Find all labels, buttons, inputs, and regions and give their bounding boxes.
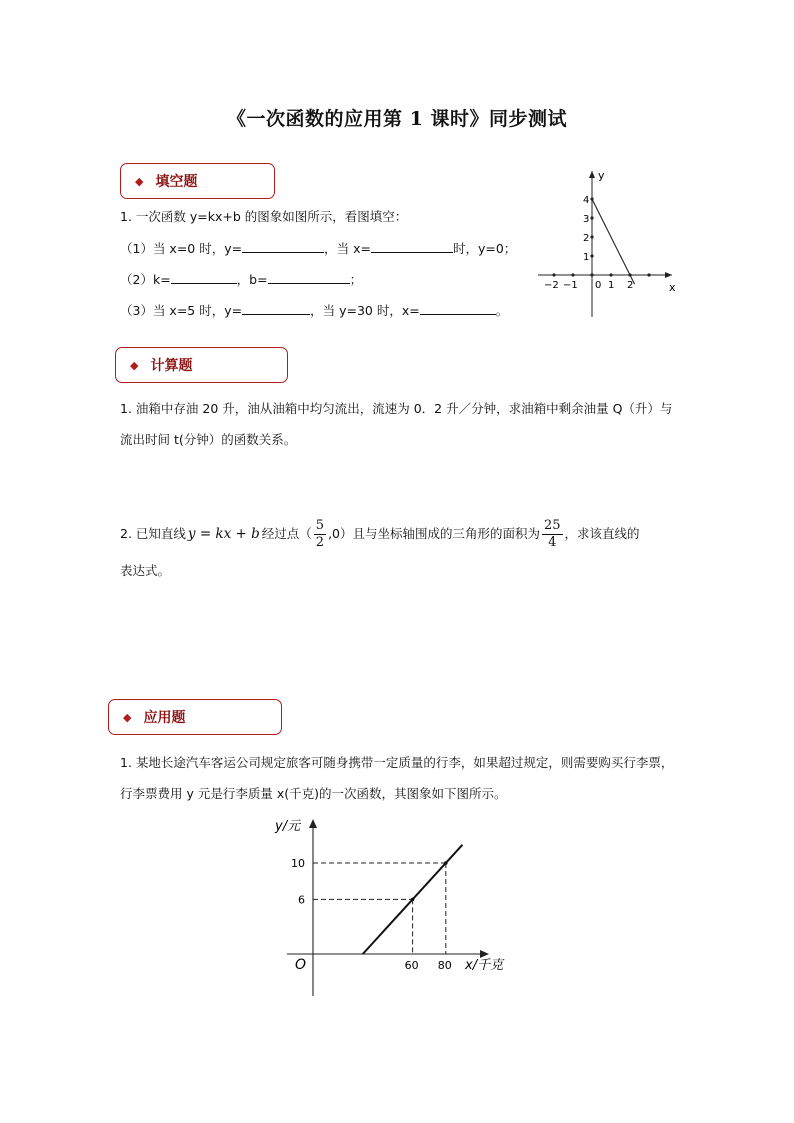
x-tick-dot — [590, 273, 593, 276]
fill-line2-part-b: ，b= — [236, 272, 268, 287]
fill-line3-part-c: 。 — [495, 303, 509, 318]
fill-line3-part-a: （3）当 x=5 时，y= — [120, 303, 243, 318]
diamond-icon: ◆ — [123, 710, 132, 724]
x-tick-label: 80 — [437, 959, 452, 972]
point-fraction-den: 2 — [315, 534, 325, 550]
calc-q2-pre: 2. 已知直线 — [120, 526, 186, 541]
answer-blank[interactable] — [242, 239, 324, 253]
fill-line1-part-b: ，当 x= — [324, 241, 371, 256]
section-fill-label: 填空题 — [155, 174, 198, 190]
fill-q1-line3 — [120, 301, 508, 320]
calc-q2-expr: y = kx + b — [187, 526, 260, 542]
data-point — [444, 861, 448, 865]
fill-line3-part-b: ，当 y=30 时，x= — [310, 303, 420, 318]
calc-q2-pt-rest: ,0）且与坐标轴围成的三角形的面积为 — [328, 526, 540, 541]
y-axis-arrow-icon — [309, 819, 317, 828]
point-fraction — [314, 518, 326, 551]
y-tick-label: 6 — [298, 893, 305, 907]
linear-function-graph — [530, 165, 680, 325]
x-tick-dot — [609, 273, 612, 276]
y-axis-arrow-icon — [589, 171, 595, 178]
answer-blank[interactable] — [171, 270, 237, 284]
function-line — [592, 199, 635, 284]
x-tick-label: 0 — [595, 280, 602, 291]
answer-blank[interactable] — [420, 301, 496, 315]
fill-line2-part-a: （2）k= — [120, 272, 171, 287]
section-calc-header — [115, 347, 288, 383]
calc-q2-line2: 表达式。 — [120, 563, 171, 578]
calc-q2-post: ，求该直线的 — [564, 526, 640, 541]
y-tick-label: 10 — [291, 857, 305, 870]
x-tick-label: 60 — [404, 959, 419, 972]
x-tick-label: −2 — [544, 280, 559, 291]
fill-line1-part-a: （1）当 x=0 时，y= — [120, 241, 243, 256]
origin-label: O — [295, 957, 307, 973]
calc-q2-mid: 经过点（ — [261, 526, 312, 541]
y-tick-dot — [590, 235, 593, 238]
section-fill-header — [120, 163, 275, 199]
page-title: 《一次函数的应用第 1 课时》同步测试 — [227, 108, 567, 130]
y-axis-label: y — [598, 169, 605, 182]
fill-line2-part-c: ； — [349, 272, 363, 287]
x-axis-label: x — [669, 281, 676, 294]
fill-q1-intro: 1. 一次函数 y=kx+b 的图象如图所示，看图填空： — [120, 209, 408, 224]
area-fraction-den: 4 — [548, 534, 557, 550]
answer-blank[interactable] — [268, 270, 350, 284]
data-point — [411, 898, 415, 902]
area-fraction — [542, 518, 563, 551]
y-tick-label: 3 — [583, 214, 590, 225]
x-tick-dot — [571, 273, 574, 276]
fill-q1-line2 — [120, 270, 362, 289]
diamond-icon: ◆ — [130, 358, 139, 372]
calc-q1: 1. 油箱中存油 20 升，油从油箱中均匀流出，流速为 0．2 升／分钟，求油箱中剩余油量 Q（升）与流出时间 t(分钟）的函数关系。 — [120, 401, 673, 447]
x-tick-dot — [666, 273, 669, 276]
point-fraction-num: 5 — [315, 517, 325, 533]
x-tick-label: −1 — [563, 280, 578, 291]
y-axis-label: y/元 — [275, 819, 301, 834]
app-q1: 1. 某地长途汽车客运公司规定旅客可随身携带一定质量的行李，如果超过规定，则需要购买行李票，行李票费用 y 元是行李质量 x(千克)的一次函数，其图象如下图所示。 — [120, 755, 674, 801]
section-app-header — [108, 699, 282, 735]
answer-blank[interactable] — [371, 239, 453, 253]
x-tick-dot — [647, 273, 650, 276]
y-tick-label: 1 — [583, 252, 590, 263]
x-axis-label: x/千克 — [465, 958, 504, 973]
fill-line1-part-c: 时，y=0； — [452, 241, 517, 256]
calc-q2-line1 — [120, 512, 640, 556]
y-tick-dot — [590, 216, 593, 219]
y-tick-label: 2 — [583, 233, 590, 244]
section-calc-label: 计算题 — [150, 358, 193, 374]
fill-q1-line1 — [120, 239, 516, 258]
x-tick-label: 2 — [627, 280, 634, 291]
section-app-label: 应用题 — [143, 710, 186, 726]
x-tick-label: 1 — [608, 280, 615, 291]
area-fraction-num: 25 — [544, 517, 561, 533]
luggage-fee-graph — [265, 812, 525, 1002]
y-tick-label: 4 — [583, 195, 590, 206]
x-axis-arrow-icon — [480, 950, 489, 958]
y-tick-dot — [590, 254, 593, 257]
diamond-icon: ◆ — [135, 174, 144, 188]
answer-blank[interactable] — [242, 301, 310, 315]
x-tick-dot — [552, 273, 555, 276]
